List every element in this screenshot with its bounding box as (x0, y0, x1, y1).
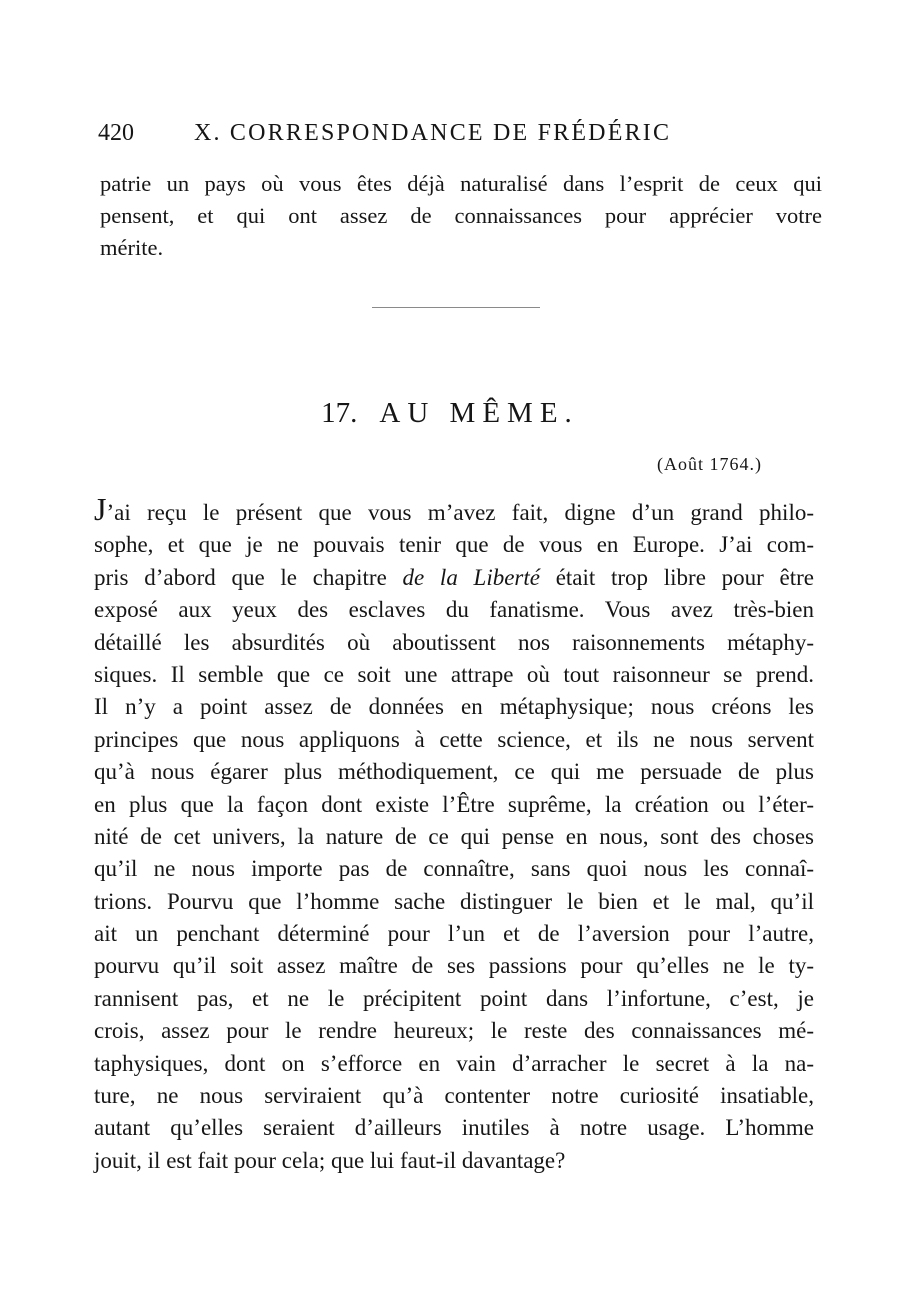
book-title-emphasis: de la Liberté (402, 564, 540, 590)
section-divider (372, 307, 540, 308)
running-header (98, 120, 820, 147)
text-line: jouit, il est fait pour cela; que lui faut-il davantage? (94, 1147, 566, 1173)
text-line: mérite. (100, 235, 164, 260)
text-line: nité de cet univers, la nature de ce qui pense en nous, sont des choses (94, 823, 814, 849)
text-line: exposé aux yeux des esclaves du fanatisme. Vous avez très-bien (94, 597, 814, 623)
text-line: patrie un pays où vous êtes déjà naturalisé dans l’esprit de ceux qui (100, 171, 822, 196)
text-line: sophe, et que je ne pouvais tenir que de vous en Europe. J’ai com- (94, 532, 814, 558)
text-line: siques. Il semble que ce soit une attrape où tout raisonneur se prend. (94, 661, 814, 687)
text-line: en plus que la façon dont existe l’Être suprême, la création ou l’éter- (94, 791, 814, 817)
drop-cap: J (94, 491, 107, 527)
text-line-rest: ’ai reçu le présent que vous m’avez fait, digne d’un grand philo- (106, 500, 814, 525)
text-line: principes que nous appliquons à cette science, et ils ne nous servent (94, 726, 814, 752)
text-line: autant qu’elles seraient d’ailleurs inutiles à notre usage. L’homme (94, 1115, 814, 1141)
text-line: pourvu qu’il soit assez maître de ses passions pour qu’elles ne le ty- (94, 953, 814, 979)
text-line: Il n’y a point assez de données en métaphysique; nous créons les (94, 694, 814, 720)
running-title: X. CORRESPONDANCE DE FRÉDÉRIC (194, 120, 672, 146)
text-line: qu’il ne nous importe pas de connaître, sans quoi nous les connaî- (94, 856, 814, 882)
letter-title: AU MÊME. (379, 397, 579, 429)
preceding-paragraph (100, 168, 822, 264)
text-line: taphysiques, dont on s’efforce en vain d’arracher le secret à la na- (94, 1050, 814, 1076)
text-line: crois, assez pour le rendre heureux; le reste des connaissances mé- (94, 1018, 814, 1044)
text-line: pris d’abord que le chapitre de la Liberté était trop libre pour être (94, 564, 814, 590)
text-line: pensent, et qui ont assez de connaissances pour apprécier votre (100, 203, 822, 228)
text-line: ait un penchant déterminé pour l’un et de l’aversion pour l’autre, (94, 921, 814, 947)
letter-date: (Août 1764.) (657, 454, 762, 474)
text-line: qu’à nous égarer plus méthodiquement, ce qui me persuade de plus (94, 759, 814, 785)
letter-number: 17. (321, 397, 358, 429)
letter-heading (0, 396, 900, 430)
text-line: détaillé les absurdités où aboutissent nos raisonnements métaphy- (94, 629, 814, 655)
text-line (94, 491, 814, 529)
text-line: trions. Pourvu que l’homme sache distinguer le bien et le mal, qu’il (94, 888, 814, 914)
text-line: rannisent pas, et ne le précipitent point dans l’infortune, c’est, je (94, 985, 814, 1011)
page-number: 420 (98, 120, 134, 146)
text-line: ture, ne nous serviraient qu’à contenter notre curiosité insatiable, (94, 1083, 814, 1109)
letter-body (94, 491, 814, 1177)
